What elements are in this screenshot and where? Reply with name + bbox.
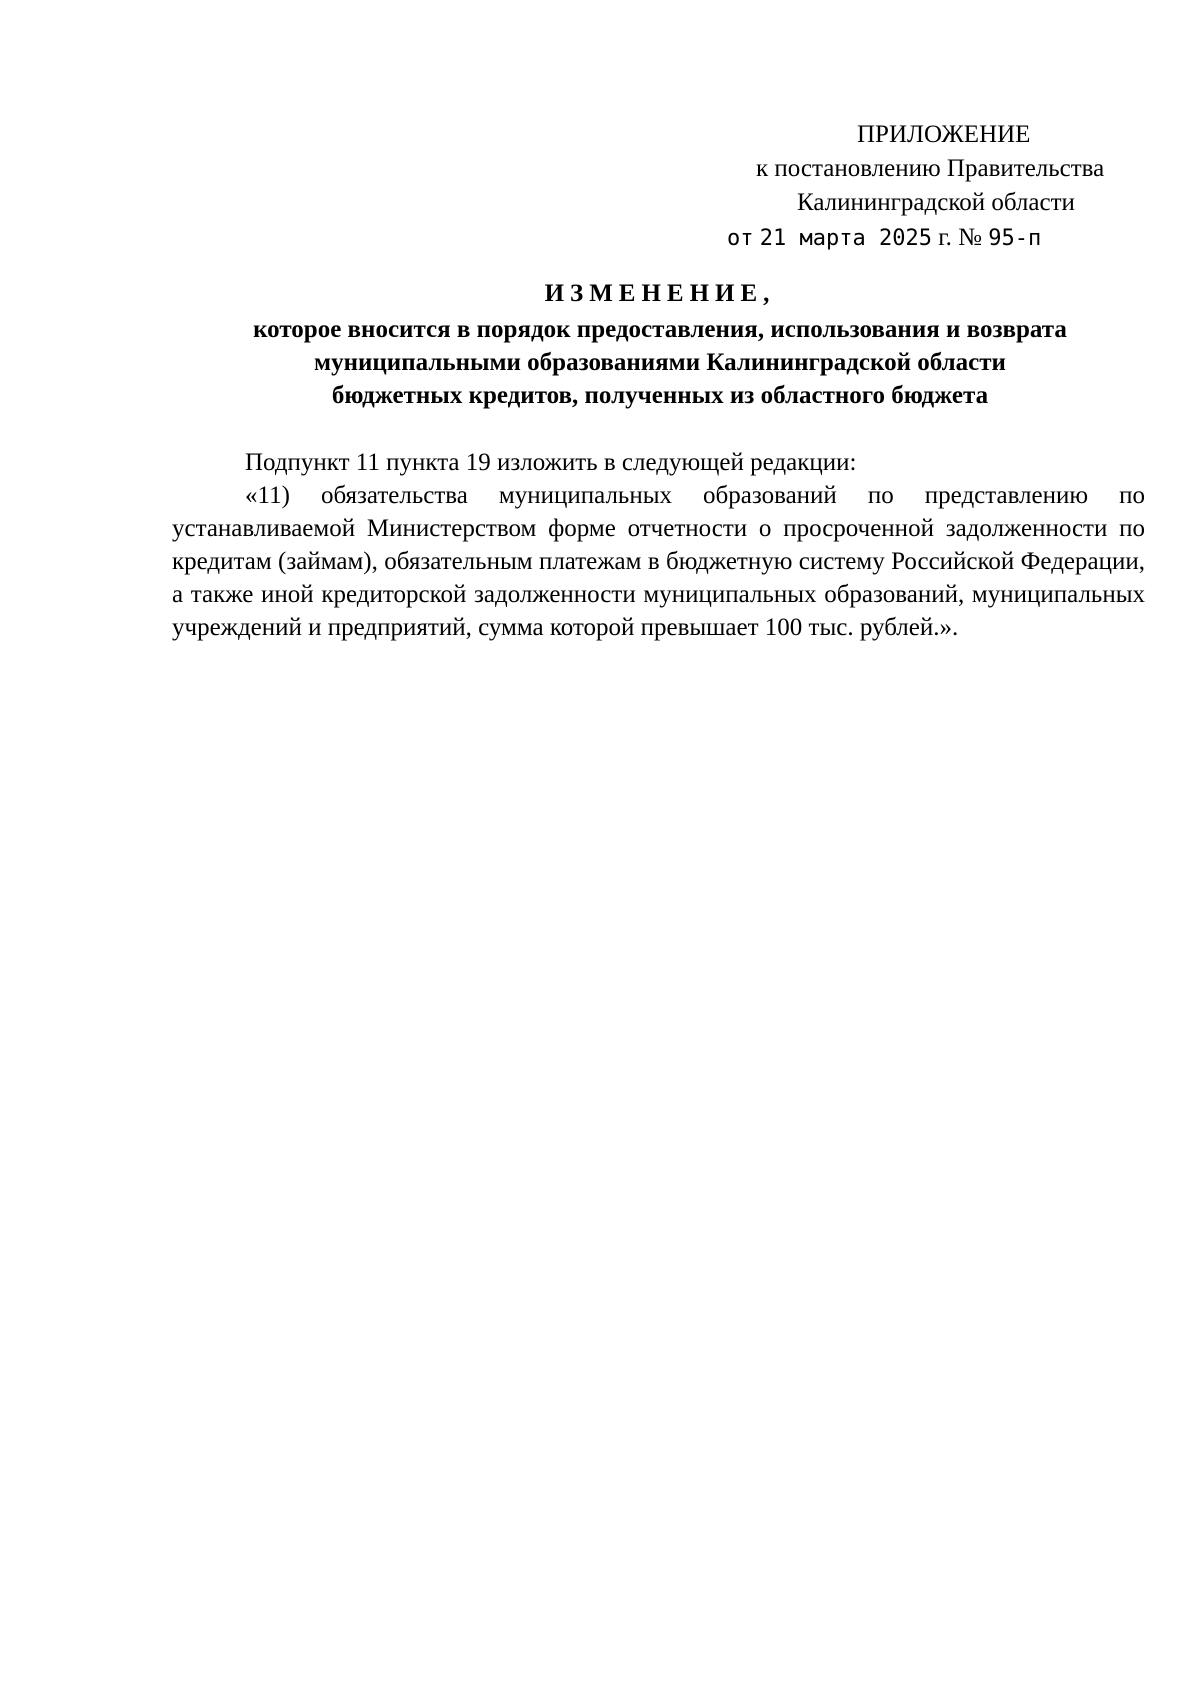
appendix-line-2: к постановлению Правительства bbox=[756, 155, 1105, 182]
heading-subtitle-line-1: которое вносится в порядок предоставления, использования и возврата bbox=[253, 316, 1067, 343]
appendix-number: 95-п bbox=[988, 226, 1042, 251]
heading-subtitle-line-2: муниципальными образованиями Калининградской области bbox=[314, 349, 1006, 376]
heading-subtitle-line-3: бюджетных кредитов, полученных из областного бюджета bbox=[331, 382, 989, 409]
document-body bbox=[172, 446, 1145, 644]
appendix-date-value: 21 марта 2025 bbox=[759, 226, 932, 251]
appendix-date-suffix: г. № bbox=[938, 224, 982, 251]
body-intro: Подпункт 11 пункта 19 изложить в следующей редакции: bbox=[245, 449, 857, 476]
document-heading bbox=[170, 277, 1150, 412]
heading-title: ИЗМЕНЕНИЕ, bbox=[544, 280, 776, 307]
appendix-block bbox=[720, 118, 1150, 256]
appendix-title: ПРИЛОЖЕНИЕ bbox=[857, 121, 1031, 148]
appendix-line-3: Калининградской области bbox=[797, 189, 1075, 216]
appendix-date-prefix: от bbox=[727, 226, 754, 251]
body-quote: «11) обязательства муниципальных образований по представлению по устанавливаемой Министерством форме отчетности о просроченной задолженности по кредитам (займам), обязательным платежам в бюджетную систему Российской Федерации, а также иной кредиторской задолженности муниципальных образований, муниципальных учреждений и предприятий, сумма которой превышает 100 тыс. рублей.». bbox=[172, 482, 1145, 641]
appendix-date-line bbox=[720, 221, 1150, 256]
